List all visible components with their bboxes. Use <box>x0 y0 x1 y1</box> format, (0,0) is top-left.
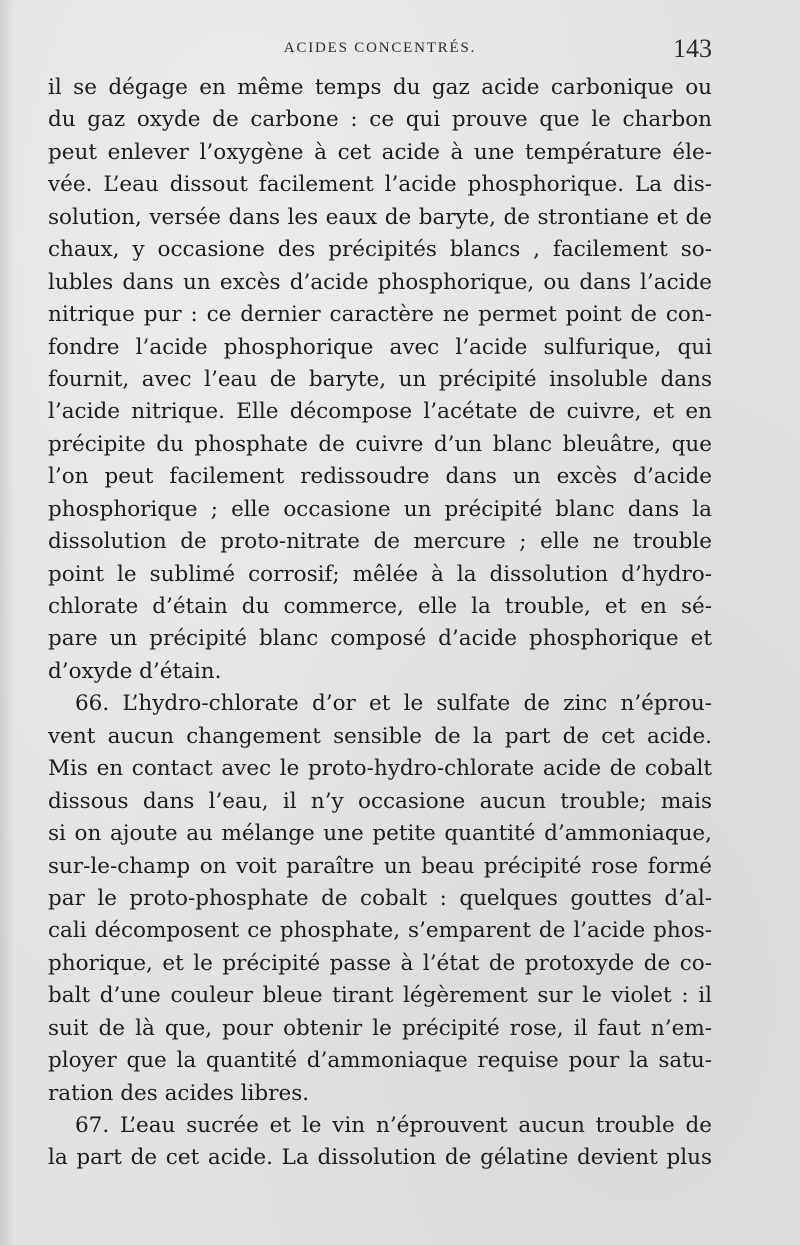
text-line: solution, versée dans les eaux de baryte, de strontiane et de <box>48 204 712 230</box>
text-line: dissolution de proto-nitrate de mercure ; elle ne trouble <box>48 529 712 555</box>
text-line: fournit, avec l’eau de baryte, un précipité insoluble dans <box>48 366 712 392</box>
text-line: d’oxyde d’étain. <box>48 658 222 684</box>
text-line: chaux, y occasione des précipités blancs , facilement so- <box>48 237 712 263</box>
text-line: ration des acides libres. <box>48 1080 310 1106</box>
text-line: il se dégage en même temps du gaz acide carbonique ou <box>48 75 712 100</box>
text-line: suit de là que, pour obtenir le précipité rose, il faut n’em- <box>48 1015 712 1041</box>
text-line: vée. L’eau dissout facilement l’acide phosphorique. La dis- <box>48 172 712 198</box>
text-line: si on ajoute au mélange une petite quantité d’ammoniaque, <box>48 821 712 847</box>
text-line: l’on peut facilement redissoudre dans un excès d’acide <box>48 464 712 490</box>
text-line: balt d’une couleur bleue tirant légèrement sur le violet : il <box>48 983 712 1009</box>
text-line: vent aucun changement sensible de la part de cet acide. <box>48 723 712 749</box>
text-line: ployer que la quantité d’ammoniaque requise pour la satu- <box>48 1048 712 1074</box>
text-line: par le proto-phosphate de cobalt : quelques gouttes d’al- <box>48 885 712 911</box>
text-line: dissous dans l’eau, il n’y occasione aucun trouble; mais <box>48 788 712 814</box>
text-line: chlorate d’étain du commerce, elle la trouble, et en sé- <box>48 594 712 619</box>
text-line: du gaz oxyde de carbone : ce qui prouve que le charbon <box>48 107 712 133</box>
running-head-title: ACIDES CONCENTRÉS. <box>283 40 477 56</box>
text-line: précipite du phosphate de cuivre d’un blanc bleuâtre, que <box>48 431 712 457</box>
text-line: lubles dans un excès d’acide phosphorique, ou dans l’acide <box>48 269 712 295</box>
text-line: fondre l’acide phosphorique avec l’acide sulfurique, qui <box>48 334 712 360</box>
text-line: 66. L’hydro-chlorate d’or et le sulfate de zinc n’éprou- <box>75 691 712 717</box>
text-line: peut enlever l’oxygène à cet acide à une température éle- <box>48 139 712 165</box>
text-line: Mis en contact avec le proto-hydro-chlorate acide de cobalt <box>48 756 712 782</box>
text-line: pare un précipité blanc composé d’acide phosphorique et <box>48 626 712 652</box>
text-line: la part de cet acide. La dissolution de gélatine devient plus <box>48 1145 712 1171</box>
text-line: sur-le-champ on voit paraître un beau précipité rose formé <box>48 853 712 879</box>
text-line: point le sublimé corrosif; mêlée à la dissolution d’hydro- <box>48 561 712 587</box>
text-line: phorique, et le précipité passe à l’état de protoxyde de co- <box>48 950 712 976</box>
text-line: nitrique pur : ce dernier caractère ne permet point de con- <box>48 302 712 328</box>
running-head <box>48 34 712 64</box>
text-line: cali décomposent ce phosphate, s’emparent de l’acide phos- <box>48 918 712 944</box>
body-text <box>48 72 712 1175</box>
page-number: 143 <box>673 34 712 63</box>
text-line: 67. L’eau sucrée et le vin n’éprouvent aucun trouble de <box>75 1113 712 1138</box>
text-line: l’acide nitrique. Elle décompose l’acétate de cuivre, et en <box>48 399 712 425</box>
text-line: phosphorique ; elle occasione un précipité blanc dans la <box>48 496 712 522</box>
